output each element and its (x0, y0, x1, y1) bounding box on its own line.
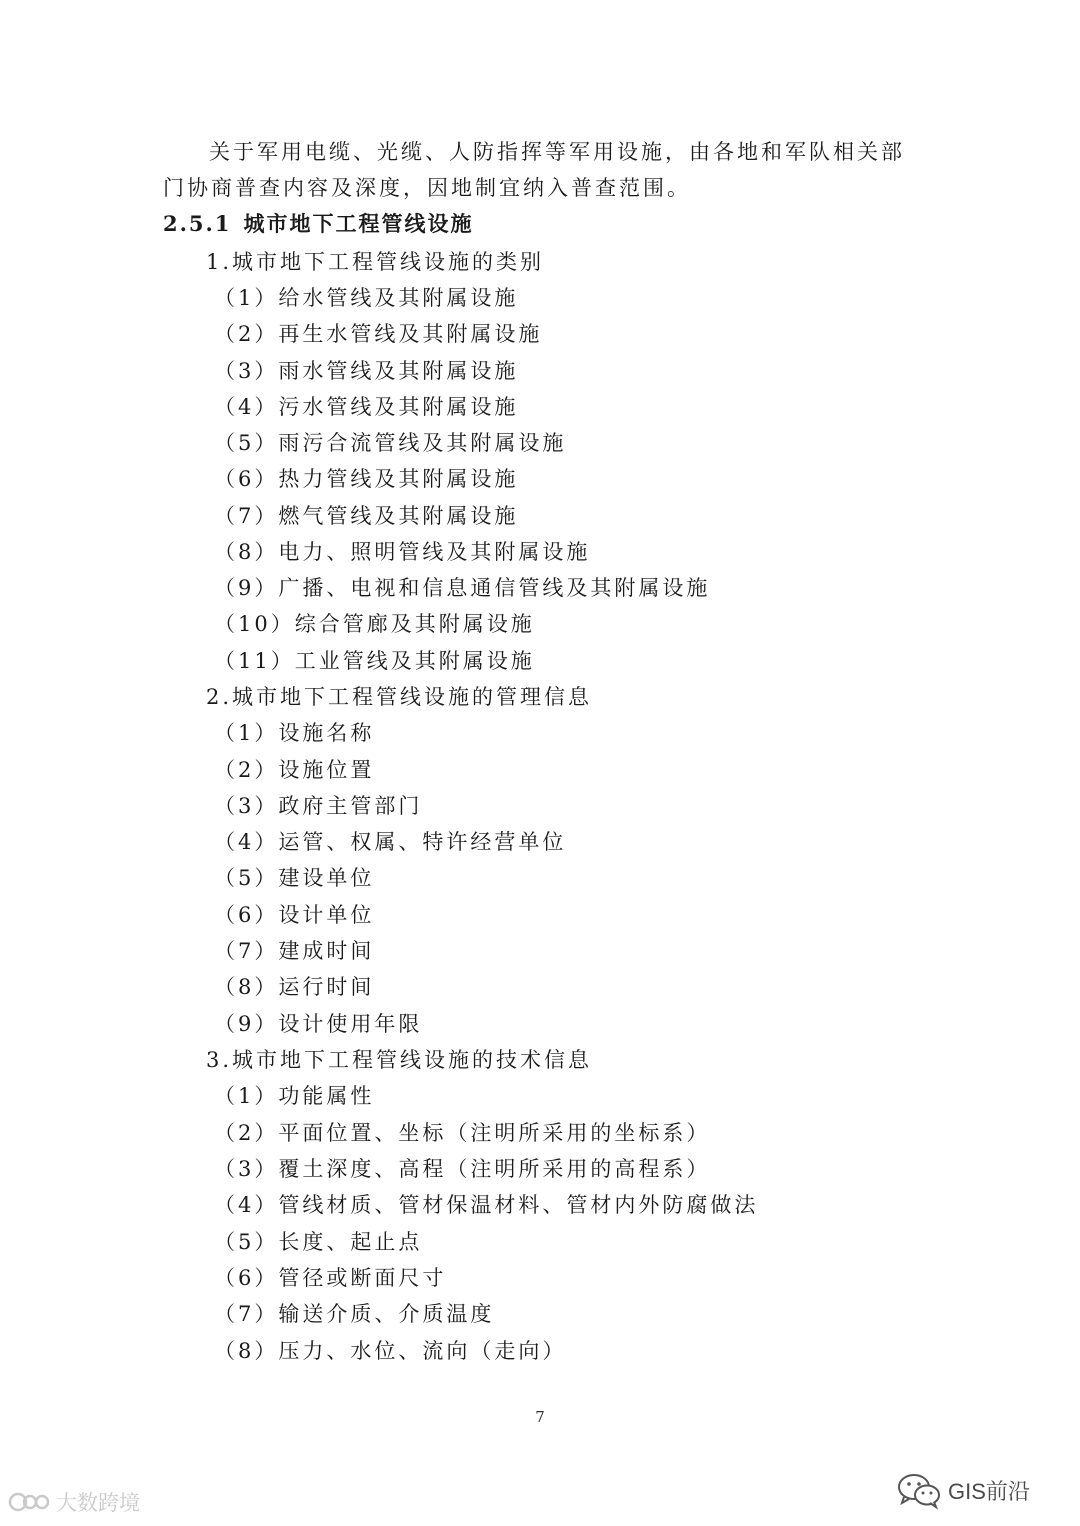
technical-heading: 3.城市地下工程管线设施的技术信息 (206, 1048, 593, 1072)
management-heading: 2.城市地下工程管线设施的管理信息 (206, 685, 593, 709)
section-number: 2.5.1 (163, 211, 232, 236)
brand-logo-icon (8, 1489, 52, 1515)
list-item: （1）设施名称 (214, 721, 375, 745)
list-item: （8）压力、水位、流向（走向） (214, 1339, 567, 1363)
list-item: （9）设计使用年限 (214, 1012, 423, 1036)
watermark-left (8, 1486, 140, 1518)
list-item: （6）设计单位 (214, 903, 375, 927)
list-item: （6）热力管线及其附属设施 (214, 467, 519, 491)
wechat-icon (896, 1470, 942, 1510)
list-item: （8）运行时间 (214, 975, 375, 999)
list-item: （7）输送介质、介质温度 (214, 1302, 495, 1326)
list-item: （2）再生水管线及其附属设施 (214, 322, 543, 346)
list-item: （2）设施位置 (214, 758, 375, 782)
list-item: （1）功能属性 (214, 1084, 375, 1108)
list-item: （9）广播、电视和信息通信管线及其附属设施 (214, 576, 711, 600)
watermark-right-text: GIS前沿 (948, 1478, 1030, 1504)
list-item: （6）管径或断面尺寸 (214, 1266, 447, 1290)
section-title: 城市地下工程管线设施 (243, 211, 474, 236)
list-item: （3）政府主管部门 (214, 794, 423, 818)
intro-paragraph (163, 134, 923, 206)
list-item: （4）管线材质、管材保温材料、管材内外防腐做法 (214, 1193, 759, 1217)
list-item: （11）工业管线及其附属设施 (214, 649, 535, 673)
list-item: （2）平面位置、坐标（注明所采用的坐标系） (214, 1121, 711, 1145)
watermark-right (896, 1470, 1030, 1510)
category-heading: 1.城市地下工程管线设施的类别 (206, 250, 545, 274)
page-number: 7 (535, 1408, 545, 1426)
section-heading (163, 208, 473, 238)
list-item: （5）建设单位 (214, 866, 375, 890)
list-item: （8）电力、照明管线及其附属设施 (214, 540, 591, 564)
watermark-left-text: 大数跨境 (56, 1492, 140, 1515)
list-item: （5）雨污合流管线及其附属设施 (214, 431, 567, 455)
list-item: （1）给水管线及其附属设施 (214, 286, 519, 310)
list-item: （10）综合管廊及其附属设施 (214, 612, 535, 636)
list-item: （7）燃气管线及其附属设施 (214, 504, 519, 528)
list-item: （5）长度、起止点 (214, 1230, 423, 1254)
list-item: （4）污水管线及其附属设施 (214, 395, 519, 419)
intro-paragraph-text: 关于军用电缆、光缆、人防指挥等军用设施，由各地和军队相关部门协商普查内容及深度，因地制宜纳入普查范围。 (163, 140, 905, 200)
list-item: （4）运管、权属、特许经营单位 (214, 830, 567, 854)
list-item: （3）覆土深度、高程（注明所采用的高程系） (214, 1157, 711, 1181)
list-item: （7）建成时间 (214, 939, 375, 963)
list-item: （3）雨水管线及其附属设施 (214, 359, 519, 383)
